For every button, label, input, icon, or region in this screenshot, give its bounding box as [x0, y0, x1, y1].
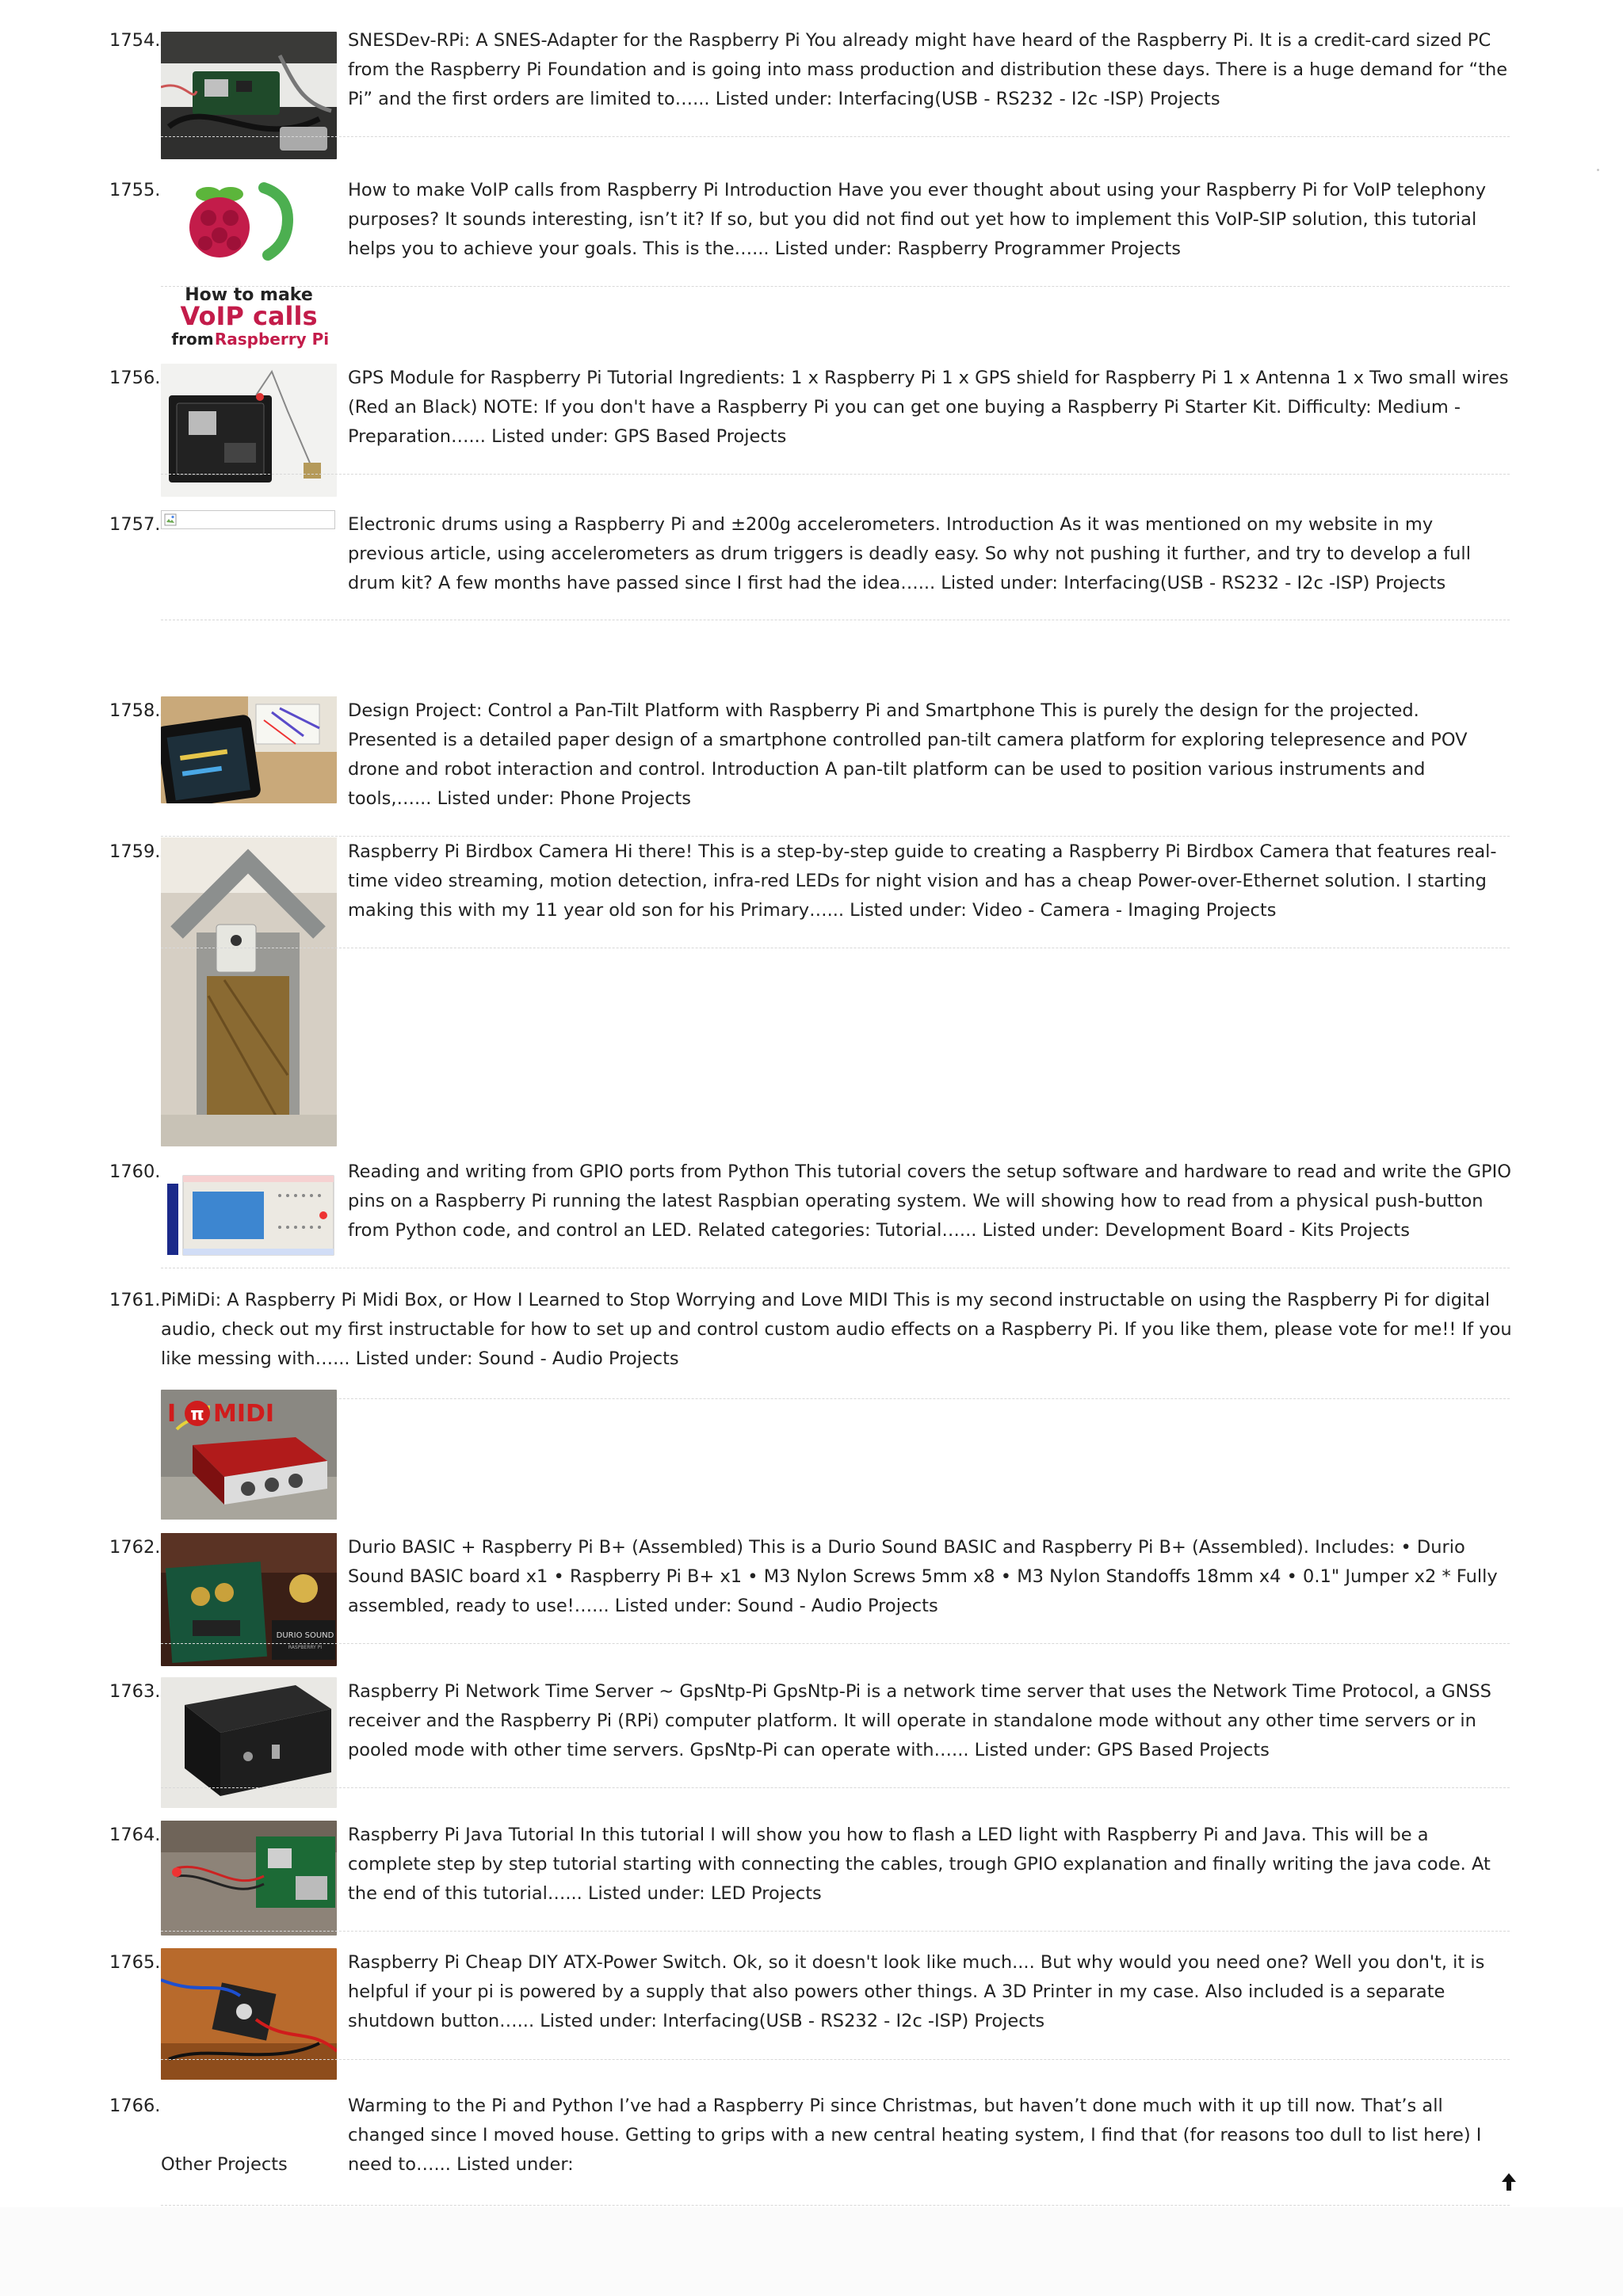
- item-number: 1759.: [109, 841, 161, 862]
- item-description: Design Project: Control a Pan-Tilt Platform with Raspberry Pi and Smartphone This is purely the design for the projected. Presented is a detailed paper design of a smartphone controlled pan-tilt camera platform for exploring telepresence and POV drone and robot interaction and control. Introduction A pan-tilt platform can be used to position various instruments and tools,…... Listed under: Phone Projects: [348, 700, 1468, 809]
- svg-text:Raspberry Pi: Raspberry Pi: [214, 330, 330, 349]
- item-thumbnail[interactable]: [161, 1172, 337, 1257]
- item-number: 1756.: [109, 368, 161, 388]
- broken-image-icon: [164, 513, 177, 526]
- svg-text:How to make: How to make: [185, 285, 313, 305]
- item-description: Raspberry Pi Java Tutorial In this tutorial I will show you how to flash a LED light with Raspberry Pi and Java. This will be a complete step by step tutorial starting with connecting the cables, trough GPIO explanation and finally writing the java code. At the end of this tutorial…... Listed under: LED Projects: [348, 1825, 1491, 1904]
- item-number: 1755.: [109, 180, 161, 200]
- footer-band: [0, 2207, 1623, 2296]
- item-description: GPS Module for Raspberry Pi Tutorial Ingredients: 1 x Raspberry Pi 1 x GPS shield for Raspberry Pi 1 x Antenna 1 x Two small wires (Red an Black) NOTE: If you don't have a Raspberry Pi you can get one buying a Raspberry Pi Starter Kit. Difficulty: Medium - Preparation…... Listed under: GPS Based Projects: [348, 368, 1509, 447]
- item-number: 1763.: [109, 1681, 161, 1702]
- item-separator: [161, 1643, 1510, 1644]
- item-separator: [161, 286, 1510, 287]
- item-number: 1757.: [109, 514, 161, 535]
- birdbox-camera-image: [161, 837, 337, 1146]
- item-separator: [161, 1787, 1510, 1788]
- item-thumbnail[interactable]: [161, 1821, 337, 1936]
- item-thumbnail[interactable]: [161, 1948, 337, 2080]
- java-led-image: [161, 1821, 337, 1936]
- item-separator: [161, 136, 1510, 137]
- item-description: Warming to the Pi and Python I’ve had a Raspberry Pi since Christmas, but haven’t done much with it up till now. That’s all changed since I moved house. Getting to grips with a new central heating system, I find that (for reasons too dull to list here) I need to…... Listed under:: [348, 2096, 1482, 2175]
- durio-board-image: [161, 1533, 337, 1666]
- item-thumbnail[interactable]: [161, 180, 337, 350]
- item-thumbnail[interactable]: [161, 32, 337, 159]
- item-number: 1761.: [109, 1290, 161, 1310]
- broken-image-placeholder[interactable]: [161, 510, 335, 529]
- item-separator: [161, 2059, 1510, 2060]
- item-number: 1760.: [109, 1161, 161, 1182]
- item-number: 1766.: [109, 2096, 161, 2116]
- svg-text:I: I: [167, 1400, 177, 1428]
- item-thumbnail[interactable]: [161, 837, 337, 1146]
- item-separator: [161, 474, 1510, 475]
- item-description: PiMiDi: A Raspberry Pi Midi Box, or How I Learned to Stop Worrying and Love MIDI This is my second instructable on using the Raspberry Pi for digital audio, check out my first instructable for how to set up and control custom audio effects on a Raspberry Pi. If you like them, please vote for me!! If you like messing with…... Listed under: Sound - Audio Projects: [161, 1290, 1512, 1369]
- svg-text:DURIO SOUND: DURIO SOUND: [276, 1631, 334, 1640]
- item-thumbnail[interactable]: [161, 1390, 337, 1520]
- snes-adapter-image: [161, 32, 337, 159]
- svg-text:RASPBERRY PI: RASPBERRY PI: [288, 1645, 323, 1650]
- pimidi-box-image: [161, 1390, 337, 1520]
- item-number: 1758.: [109, 700, 161, 721]
- smartphone-breadboard-image: [161, 696, 337, 803]
- item-number: 1765.: [109, 1952, 161, 1973]
- voip-logo-image: [161, 180, 337, 350]
- item-thumbnail[interactable]: [161, 364, 337, 497]
- atx-switch-image: [161, 1948, 337, 2080]
- item-description: Durio BASIC + Raspberry Pi B+ (Assembled) This is a Durio Sound BASIC and Raspberry Pi B+ (Assembled). Includes: • Durio Sound BASIC board x1 • Raspberry Pi B+ x1 • M3 Nylon Screws 5mm x8 • M3 Nylon Standoffs 18mm x4 • 0.1" Jumper x2 * Fully assembled, ready to use!…... Listed under: Sound - Audio Projects: [348, 1537, 1498, 1616]
- svg-text:π: π: [190, 1405, 204, 1425]
- item-separator: [161, 1398, 1510, 1399]
- item-separator: [161, 836, 1510, 837]
- item-thumbnail[interactable]: [161, 696, 337, 803]
- item-description: Electronic drums using a Raspberry Pi and ±200g accelerometers. Introduction As it was mentioned on my website in my previous article, using accelerometers as drum triggers is deadly easy. So why not pushing it further, and try to develop a full drum kit? A few months have passed since I first had the idea…... Listed under: Interfacing(USB - RS232 - I2c -ISP) Projects: [348, 514, 1471, 593]
- item-description: Raspberry Pi Network Time Server ~ GpsNtp-Pi GpsNtp-Pi is a network time server that uses the Network Time Protocol, a GNSS receiver and the Raspberry Pi (RPi) computer platform. It will operate in standalone mode without any other time servers or in pooled mode with other time servers. GpsNtp-Pi can operate with…... Listed under: GPS Based Projects: [348, 1681, 1491, 1760]
- item-number: 1762.: [109, 1537, 161, 1558]
- gpio-breadboard-image: [161, 1172, 337, 1257]
- item-description: Raspberry Pi Cheap DIY ATX-Power Switch. Ok, so it doesn't look like much.... But why would you need one? Well you don't, it is helpful if your pi is powered by a supply that also powers other things. A 3D Printer in my case. Also included is a separate shutdown button…... Listed under: Interfacing(USB - RS232 - I2c -ISP) Projects: [348, 1952, 1485, 2031]
- scrollbar-dot: [1597, 169, 1599, 171]
- item-description: How to make VoIP calls from Raspberry Pi Introduction Have you ever thought about using your Raspberry Pi for VoIP telephony purposes? It sounds interesting, isn’t it? If so, but you did not find out yet how to implement this VoIP-SIP solution, this tutorial helps you to achieve your goals. This is the…... Listed under: Raspberry Programmer Projects: [348, 180, 1487, 259]
- time-server-box-image: [161, 1677, 337, 1808]
- item-separator: [161, 2205, 1510, 2206]
- item-thumbnail[interactable]: [161, 1677, 337, 1808]
- item-description: Reading and writing from GPIO ports from Python This tutorial covers the setup software and hardware to read and write the GPIO pins on a Raspberry Pi running the latest Raspbian operating system. We will showing how to read from a physical push-button from Python code, and control an LED. Related categories: Tutorial…... Listed under: Development Board - Kits Projects: [348, 1161, 1511, 1241]
- gps-shield-image: [161, 364, 337, 497]
- svg-text:MIDI: MIDI: [213, 1400, 275, 1428]
- item-thumbnail[interactable]: [161, 1533, 337, 1666]
- arrow-up-icon[interactable]: [1500, 2172, 1518, 2192]
- item-description: Raspberry Pi Birdbox Camera Hi there! This is a step-by-step guide to creating a Raspberry Pi Birdbox Camera that features real-time video streaming, motion detection, infra-red LEDs for night vision and has a cheap Power-over-Ethernet solution. I starting making this with my 11 year old son for his Primary…... Listed under: Video - Camera - Imaging Projects: [348, 841, 1497, 921]
- item-separator: [161, 1931, 1510, 1932]
- item-number: 1764.: [109, 1825, 161, 1845]
- svg-text:from: from: [171, 330, 214, 349]
- item-number: 1754.: [109, 30, 161, 51]
- item-description: SNESDev-RPi: A SNES-Adapter for the Raspberry Pi You already might have heard of the Raspberry Pi. It is a credit-card sized PC from the Raspberry Pi Foundation and is going into mass production and distribution these days. There is a huge demand for “the Pi” and the first orders are limited to…... Listed under: Interfacing(USB - RS232 - I2c -ISP) Projects: [348, 30, 1508, 109]
- item-description-continued: Other Projects: [161, 2154, 288, 2175]
- svg-text:VoIP calls: VoIP calls: [180, 301, 318, 331]
